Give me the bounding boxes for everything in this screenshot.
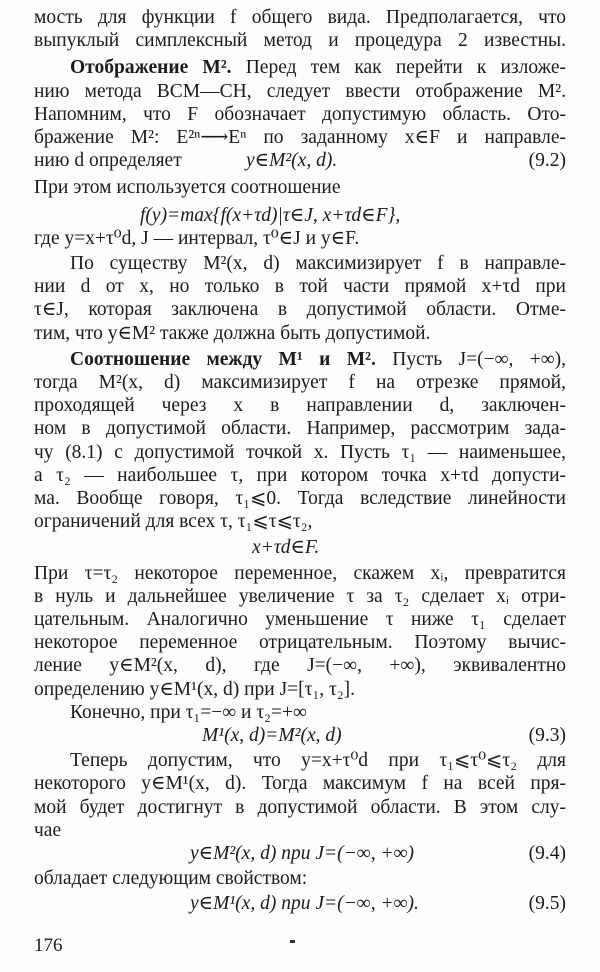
text-run: Пусть J=(−∞, +∞), [392,348,566,370]
equation-number: (9.4) [528,843,566,864]
print-speck [290,940,295,943]
text-line [70,56,566,80]
section-heading: Соотношение между M¹ и M². [70,348,393,370]
text-line: а τ₂ — наибольшее τ, при котором точка x+τd допусти- [34,464,566,486]
equation: y∈M²(x, d). [246,150,338,172]
text-line: ограничений для всех τ, τ₁⩽τ⩽τ₂, [34,511,313,533]
text-line: тим, что y∈M² также должна быть допустимой. [34,322,431,344]
text-line: некоторое переменное отрицательным. Поэтому вычис- [34,632,566,654]
equation: f(y)=max{f(x+τd)|τ∈J, x+τd∈F}, [140,204,401,226]
text-line: в нуль и дальнейшее увеличение τ за τ₂ сделает xᵢ отри- [34,585,566,607]
text-line [70,348,566,372]
page-number: 176 [34,935,63,956]
equation: y∈M¹(x, d) при J=(−∞, +∞). [190,893,419,915]
text-line: нию d определяет [34,150,182,172]
equation: x+τd∈F. [252,537,320,559]
text-line: где y=x+τ⁰d, J — интервал, τ⁰∈J и y∈F. [34,227,360,249]
text-line: τ∈J, которая заключена в допустимой области. Отме- [34,299,566,321]
text-line: чу (8.1) с допустимой точкой x. Пусть τ₁ — наименьшее, [34,441,566,463]
text-line: мость для функции f общего вида. Предполагается, что [34,7,566,28]
text-line: мой будет достигнут в допустимой области. В этом слу- [34,796,566,818]
text-line: нию метода ВСМ—СН, следует ввести отображение M². [34,80,566,102]
text-line: ном в допустимой области. Например, рассмотрим зада- [34,418,566,440]
text-line: ление y∈M²(x, d), где J=(−∞, +∞), эквивалентно [34,655,566,677]
text-line: Конечно, при τ₁=−∞ и τ₂=+∞ [70,701,307,723]
text-line: обладает следующим свойством: [34,868,308,890]
equation: M¹(x, d)=M²(x, d) [202,725,342,746]
text-line: чае [34,819,62,841]
text-line: При τ=τ₂ некоторое переменное, скажем xᵢ, превратится [34,562,566,584]
text-line: ма. Вообще говоря, τ₁⩽0. Тогда вследствие линейности [34,488,566,509]
section-heading: Отображение M². [70,57,246,79]
equation: y∈M²(x, d) при J=(−∞, +∞) [190,843,414,864]
text-line: Теперь допустим, что y=x+τ⁰d при τ₁⩽τ⁰⩽τ₂ для [70,750,566,772]
text-line: По существу M²(x, d) максимизирует f в направле- [70,253,566,274]
equation-number: (9.5) [528,893,566,915]
text-line: бражение M²: E²ⁿ⟶Eⁿ по заданному x∈F и направле- [34,127,566,148]
text-line: цательным. Аналогично уменьшение τ ниже τ₁ сделает [34,609,566,630]
text-line: выпуклый симплексный метод и процедура 2 известны. [34,30,566,52]
text-line: нии d от x, но только в той части прямой x+τd при [34,276,566,298]
equation-number: (9.2) [528,150,566,172]
text-line: проходящей через x в направлении d, заключен- [34,395,566,417]
equation-number: (9.3) [528,725,566,746]
text-line: При этом используется соотношение [34,177,341,199]
text-line: тогда M²(x, d) максимизирует f на отрезке прямой, [34,372,566,393]
text-run: Перед тем как перейти к изложе- [245,57,566,79]
text-line: некоторого y∈M¹(x, d). Тогда максимум f на всей пря- [34,773,566,795]
text-line: определению y∈M¹(x, d) при J=[τ₁, τ₂]. [34,678,356,700]
text-line: Напомним, что F обозначает допустимую область. Ото- [34,103,566,125]
